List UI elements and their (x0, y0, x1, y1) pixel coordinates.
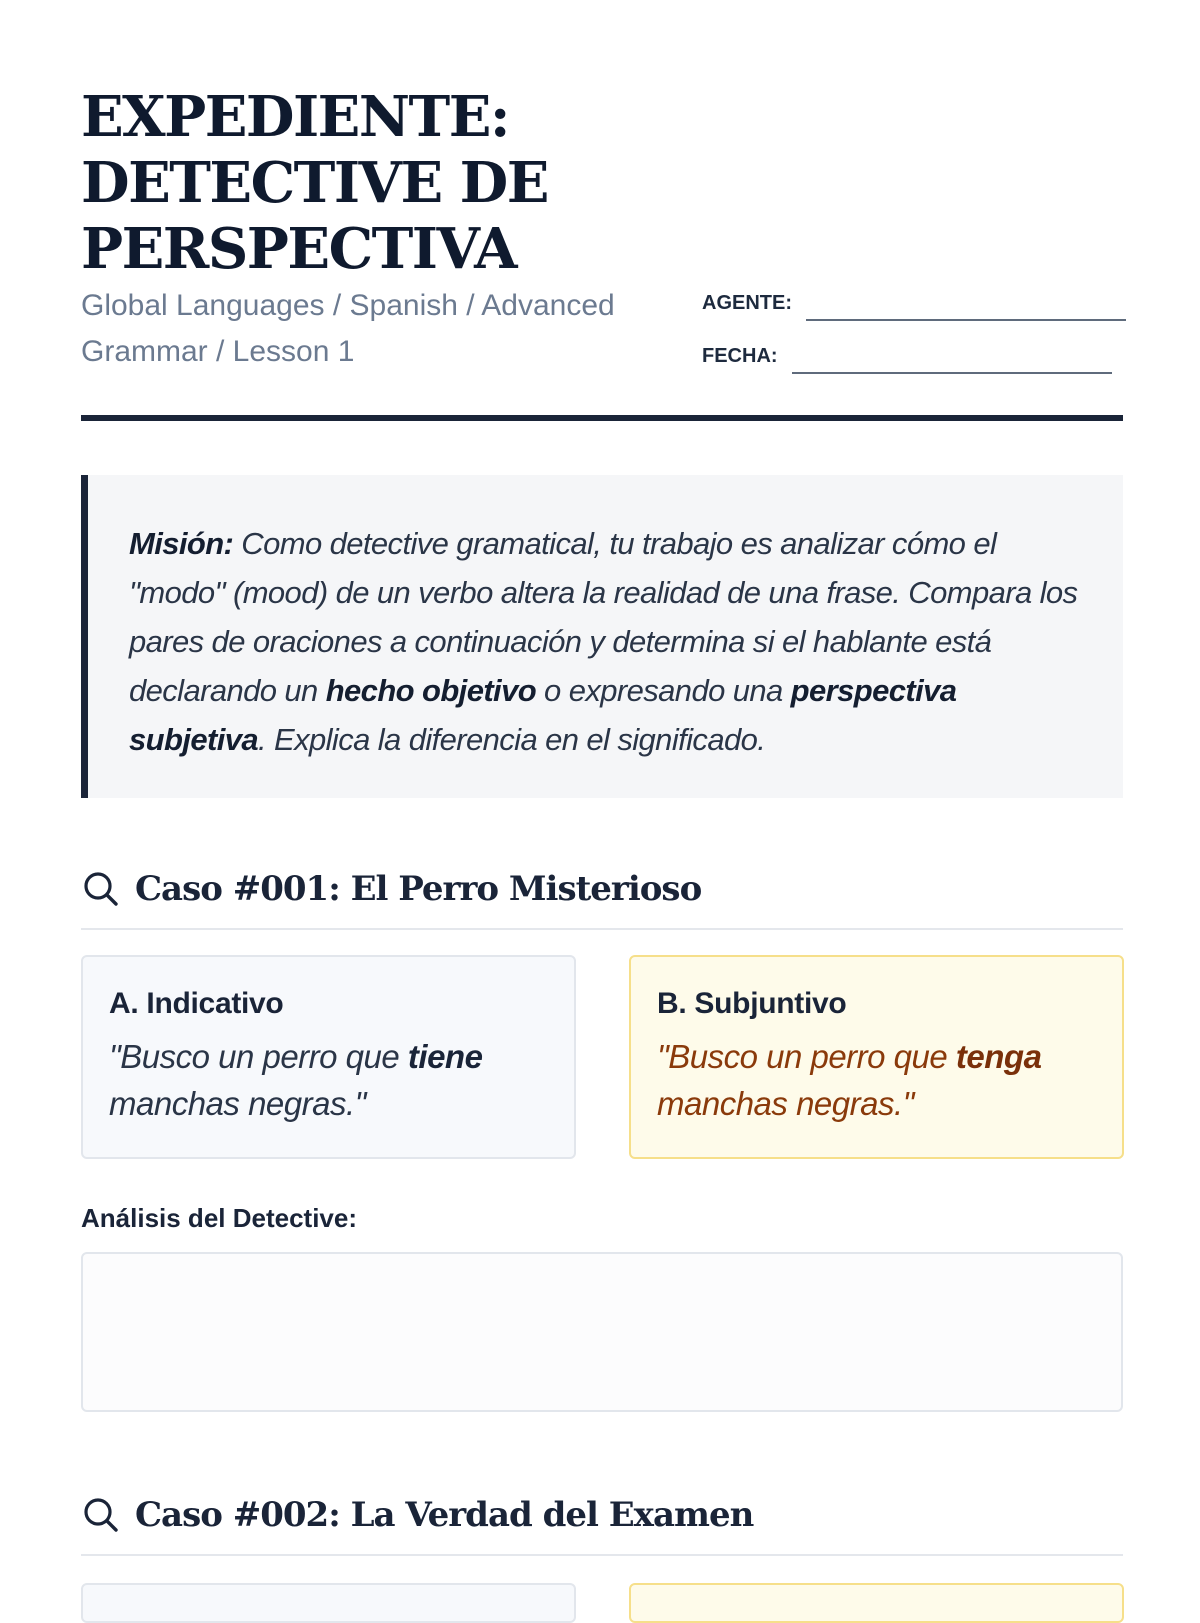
indicative-card (81, 955, 576, 1159)
page-title (81, 84, 681, 282)
mission-emphasis: hecho objetivo (325, 673, 537, 708)
sentence-part: manchas negras." (109, 1085, 366, 1122)
analysis-answer-box[interactable] (81, 1252, 1123, 1412)
breadcrumb: Global Languages / Spanish / Advanced Grammar / Lesson 1 (81, 289, 615, 368)
case-heading (81, 1490, 1123, 1556)
sentence-part: "Busco un perro que (657, 1038, 956, 1075)
subjunctive-card (629, 1583, 1124, 1623)
case-name: La Verdad del Examen (339, 1495, 754, 1535)
mission-text-part: . Explica la diferencia en el significado. (257, 722, 766, 757)
agent-input-line[interactable] (806, 289, 1126, 321)
mission-label: Misión: (129, 526, 234, 561)
mission-text (129, 519, 1083, 764)
case-title (135, 1495, 753, 1535)
search-icon (81, 869, 121, 909)
case-title (135, 869, 701, 909)
mission-text-part: o expresando una (536, 673, 791, 708)
sentence-part: "Busco un perro que (109, 1038, 408, 1075)
agent-label: AGENTE: (702, 292, 792, 314)
analysis-label: Análisis del Detective: (81, 1203, 357, 1233)
card-label: B. Subjuntivo (657, 987, 847, 1020)
mission-text-part: Como detective gramatical, tu trabajo es analizar cómo el "modo" (mood) de un verbo altera la realidad de una frase. Compara los pares de oraciones a continuación y determina si el hablante está declarando un (129, 526, 1078, 708)
example-sentence (109, 1033, 550, 1127)
title-line: PERSPECTIVA (81, 216, 517, 282)
case-number: Caso #002: (135, 1495, 340, 1535)
subjunctive-card (629, 955, 1124, 1159)
indicative-card (81, 1583, 576, 1623)
date-label: FECHA: (702, 345, 778, 367)
search-icon (81, 1495, 121, 1535)
agent-field (702, 287, 1126, 321)
card-label: A. Indicativo (109, 987, 284, 1020)
date-field (702, 340, 1112, 374)
case-heading (81, 864, 1123, 930)
example-sentence (657, 1033, 1098, 1127)
case-number: Caso #001: (135, 869, 340, 909)
header-divider (81, 415, 1123, 421)
mission-emphasis: perspectiva subjetiva (129, 673, 957, 757)
verb-highlight: tenga (955, 1038, 1042, 1075)
case-name: El Perro Misterioso (339, 869, 702, 909)
title-line: DETECTIVE DE (81, 150, 548, 216)
mission-box (81, 475, 1123, 798)
verb-highlight: tiene (407, 1038, 483, 1075)
title-line: EXPEDIENTE: (81, 84, 510, 150)
date-input-line[interactable] (792, 342, 1112, 374)
sentence-part: manchas negras." (657, 1085, 914, 1122)
